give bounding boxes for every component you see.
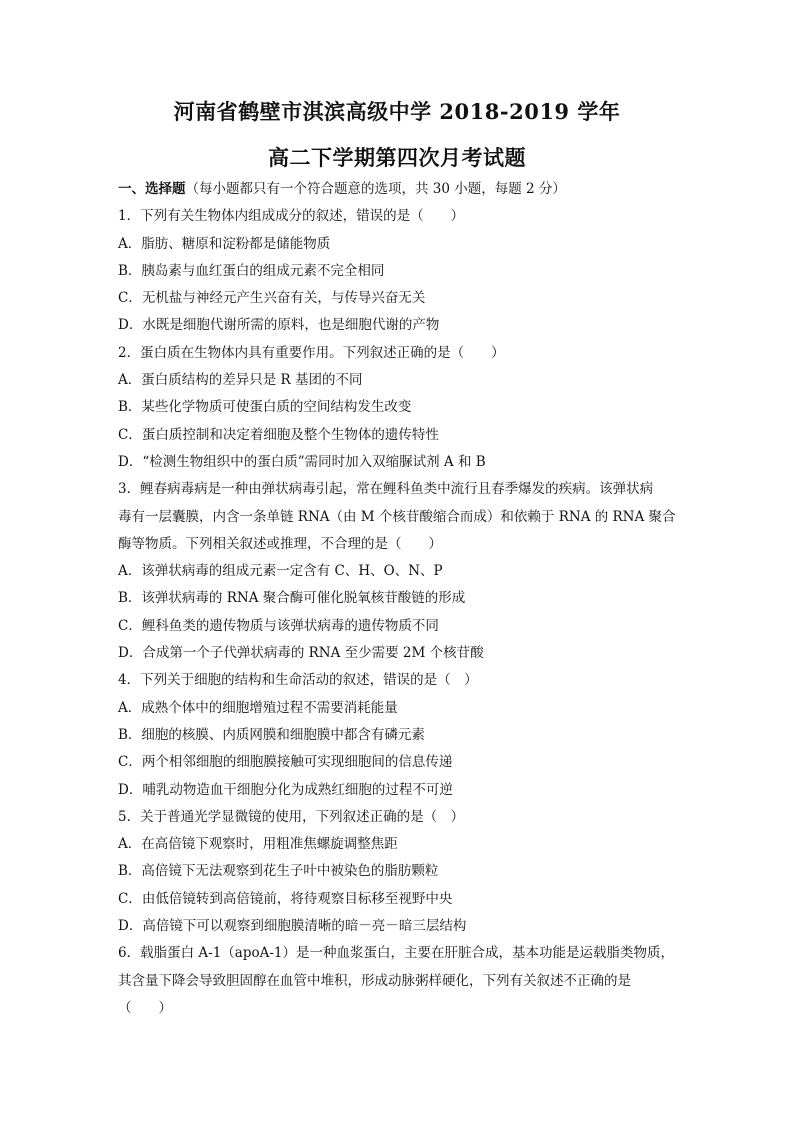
question-4-option-d: D．哺乳动物造血干细胞分化为成熟红细胞的过程不可逆	[118, 781, 453, 798]
document-title-line1: 河南省鹤壁市淇滨高级中学 2018-2019 学年	[173, 99, 621, 124]
question-4-option-c: C．两个相邻细胞的细胞膜接触可实现细胞间的信息传递	[118, 754, 453, 771]
question-5-option-c: C．由低倍镜转到高倍镜前，将待观察目标移至视野中央	[118, 890, 453, 907]
question-4-option-a: A．成熟个体中的细胞增殖过程不需要消耗能量	[118, 699, 398, 716]
question-1-stem: 1．下列有关生物体内组成成分的叙述，错误的是（ ）	[118, 208, 465, 225]
question-5-stem: 5．关于普通光学显微镜的使用，下列叙述正确的是（ ）	[118, 808, 465, 825]
section-heading	[118, 176, 698, 203]
document-body	[118, 176, 698, 1022]
question-1-option-b: B．胰岛素与血红蛋白的组成元素不完全相同	[118, 262, 385, 279]
question-4-stem: 4．下列关于细胞的结构和生命活动的叙述，错误的是（ ）	[118, 672, 478, 689]
section-note: （每小题都只有一个符合题意的选项，共 30 小题，每题 2 分）	[185, 181, 566, 197]
question-5-option-b: B．高倍镜下无法观察到花生子叶中被染色的脂肪颗粒	[118, 863, 439, 880]
document-title-line2: 高二下学期第四次月考试题	[268, 145, 526, 170]
question-3-option-a: A．该弹状病毒的组成元素一定含有 C、H、O、N、P	[118, 563, 443, 580]
question-2-option-d: D．“检测生物组织中的蛋白质”需同时加入双缩脲试剂 A 和 B	[118, 453, 486, 470]
question-3-option-d: D．合成第一个子代弹状病毒的 RNA 至少需要 2M 个核苷酸	[118, 645, 484, 662]
question-3-option-c: C．鲤科鱼类的遗传物质与该弹状病毒的遗传物质不同	[118, 617, 439, 634]
question-5-option-d: D．高倍镜下可以观察到细胞膜清晰的暗－亮－暗三层结构	[118, 918, 467, 935]
question-6-stem-line2: 其含量下降会导致胆固醇在血管中堆积，形成动脉粥样硬化，下列有关叙述不正确的是	[118, 972, 631, 989]
question-1-option-a: A．脂肪、糖原和淀粉都是储能物质	[118, 235, 331, 252]
question-2-option-c: C．蛋白质控制和决定着细胞及整个生物体的遗传特性	[118, 426, 439, 443]
question-3-option-b: B．该弹状病毒的 RNA 聚合酶可催化脱氧核苷酸链的形成	[118, 590, 466, 607]
question-4-option-b: B．细胞的核膜、内质网膜和细胞膜中都含有磷元素	[118, 726, 425, 743]
question-6-stem-line3: （ ）	[118, 999, 172, 1016]
question-1-option-c: C．无机盐与神经元产生兴奋有关，与传导兴奋无关	[118, 290, 426, 307]
question-3-stem-line3: 酶等物质。下列相关叙述或推理，不合理的是（ ）	[118, 535, 442, 552]
question-2-stem: 2．蛋白质在生物体内具有重要作用。下列叙述正确的是（ ）	[118, 344, 505, 361]
question-1-option-d: D．水既是细胞代谢所需的原料，也是细胞代谢的产物	[118, 317, 440, 334]
question-2-option-a: A．蛋白质结构的差异只是 R 基团的不同	[118, 372, 363, 389]
question-3-stem-line2: 毒有一层囊膜，内含一条单链 RNA（由 M 个核苷酸缩合而成）和依赖于 RNA 的 RNA 聚合	[118, 508, 676, 525]
question-6-stem-line1: 6．载脂蛋白 A-1（apoA-1）是一种血浆蛋白，主要在肝脏合成，基本功能是运载脂类物质，	[118, 945, 674, 962]
question-2-option-b: B．某些化学物质可使蛋白质的空间结构发生改变	[118, 399, 412, 416]
question-3-stem-line1: 3．鲤春病毒病是一种由弹状病毒引起，常在鲤科鱼类中流行且春季爆发的疾病。该弹状病	[118, 481, 654, 498]
question-5-option-a: A．在高倍镜下观察时，用粗准焦螺旋调整焦距	[118, 836, 398, 853]
section-title: 一、选择题	[118, 181, 186, 197]
